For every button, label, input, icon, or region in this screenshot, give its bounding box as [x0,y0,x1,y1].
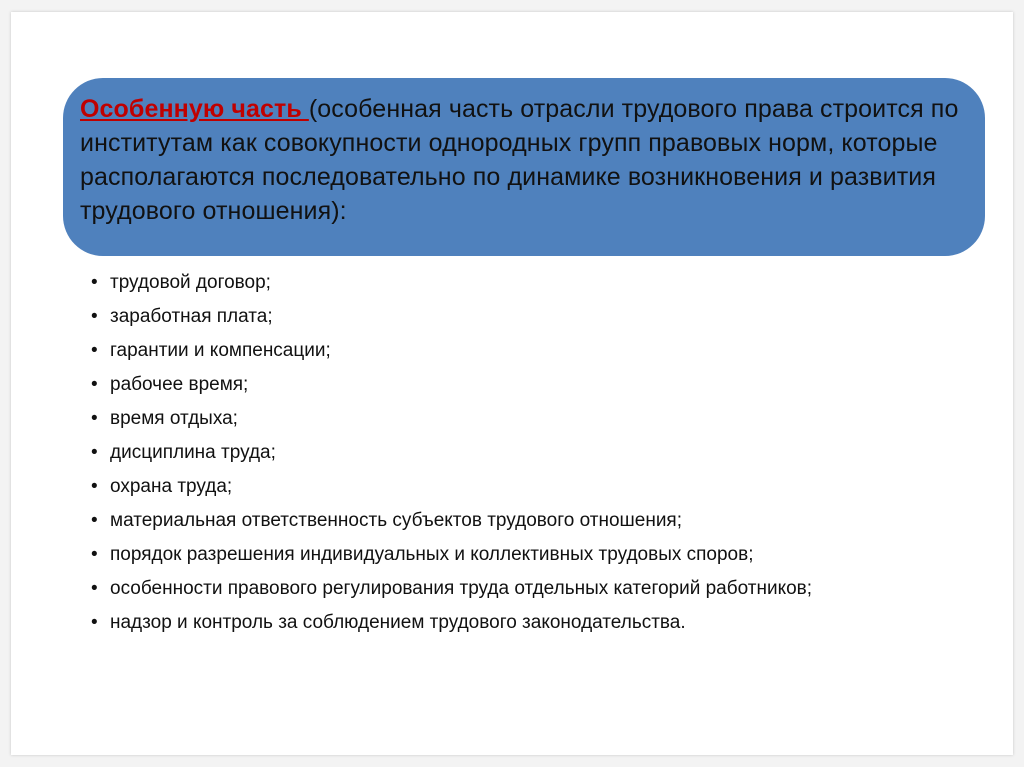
bullet-icon: • [91,510,98,531]
list-item [87,575,967,602]
bullet-icon: • [91,578,98,599]
bullet-icon: • [91,306,98,327]
list-item-text: надзор и контроль за соблюдением трудового законодательства. [110,612,686,633]
list-item [87,269,967,296]
list-item [87,371,967,398]
institutes-list [87,262,967,636]
list-item-text: материальная ответственность субъектов трудового отношения; [110,510,683,531]
list-item [87,507,967,534]
callout-box [63,78,985,256]
callout-highlight: Особенную часть [80,95,309,123]
callout-text: (особенная часть отрасли трудового права строится по институтам как совокупности однородных групп правовых норм, которые располагаются последовательно по динамике возникновения и развития трудового отношения): [80,95,959,225]
bullet-icon: • [91,340,98,361]
list-item-text: рабочее время; [110,374,249,395]
list-item-text: трудовой договор; [110,272,271,293]
list-item-text: порядок разрешения индивидуальных и коллективных трудовых споров; [110,544,754,565]
list-item-text: гарантии и компенсации; [110,340,331,361]
list-item [87,405,967,432]
list-item [87,473,967,500]
list-item-text: заработная плата; [110,306,273,327]
list-item-text: охрана труда; [110,476,233,497]
bullet-icon: • [91,272,98,293]
list-item [87,541,967,568]
bullet-icon: • [91,612,98,633]
bullet-icon: • [91,442,98,463]
list-item [87,337,967,364]
list-item [87,439,967,466]
bullet-icon: • [91,374,98,395]
bullet-icon: • [91,476,98,497]
list-item-text: время отдыха; [110,408,238,429]
list-item-text: дисциплина труда; [110,442,276,463]
list-item-text: особенности правового регулирования труда отдельных категорий работников; [110,578,813,599]
list-item [87,609,967,636]
slide [11,12,1013,755]
bullet-icon: • [91,408,98,429]
list-item [87,303,967,330]
bullet-icon: • [91,544,98,565]
